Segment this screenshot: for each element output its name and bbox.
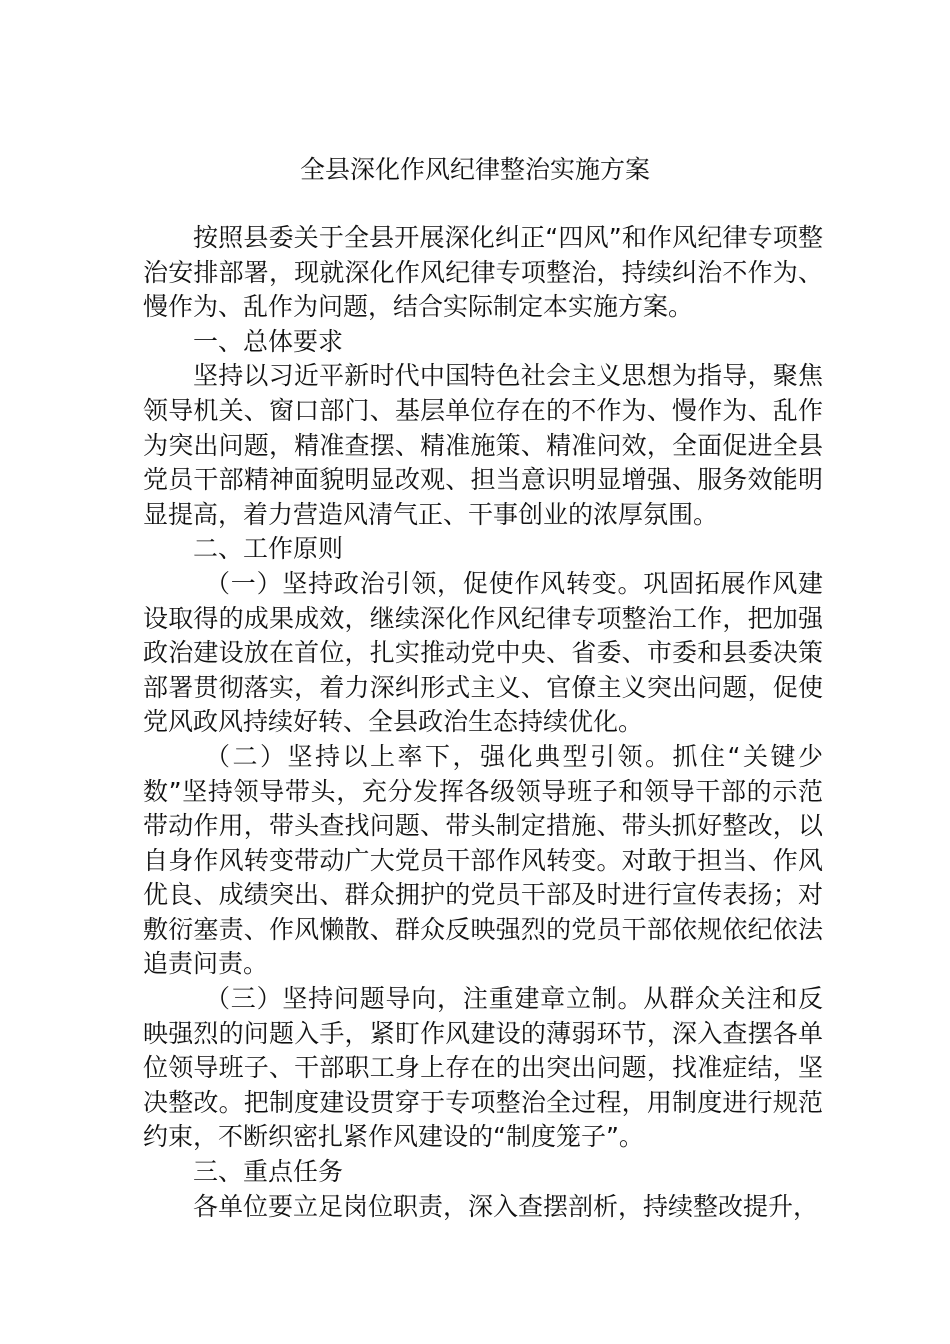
document-body [143,221,823,1224]
section-heading-general-requirements: 一、总体要求 [193,326,344,356]
key-tasks-paragraph: 各单位要立足岗位职责，深入查摆剖析，持续整改提升， [193,1191,819,1221]
general-requirements-paragraph: 坚持以习近平新时代中国特色社会主义思想为指导，聚焦领导机关、窗口部门、基层单位存在的不作为、慢作为、乱作为突出问题，精准查摆、精准施策、精准问效，全面促进全县党员干部精神面貌明显改观、担当意识明显增强、服务效能明显提高，着力营造风清气正、干事创业的浓厚氛围。 [143,361,823,529]
principle-1-paragraph: （一）坚持政治引领，促使作风转变。巩固拓展作风建设取得的成果成效，继续深化作风纪律专项整治工作，把加强政治建设放在首位，扎实推动党中央、省委、市委和县委决策部署贯彻落实，着力深纠形式主义、官僚主义突出问题，促使党风政风持续好转、全县政治生态持续优化。 [143,568,823,737]
document-title: 全县深化作风纪律整治实施方案 [299,155,650,184]
section-heading-key-tasks: 三、重点任务 [193,1157,344,1187]
principle-2-paragraph: （二）坚持以上率下，强化典型引领。抓住“关键少数”坚持领导带头，充分发挥各级领导班子和领导干部的示范带动作用，带头查找问题、带头制定措施、带头抓好整改，以自身作风转变带动广大党员干部作风转变。对敢于担当、作风优良、成绩突出、群众拥护的党员干部及时进行宣传表扬；对敷衍塞责、作风懒散、群众反映强烈的党员干部依规依纪依法追责问责。 [143,741,823,979]
intro-paragraph: 按照县委关于全县开展深化纠正“四风”和作风纪律专项整治安排部署，现就深化作风纪律专项整治，持续纠治不作为、慢作为、乱作为问题，结合实际制定本实施方案。 [143,223,823,322]
principle-3-paragraph: （三）坚持问题导向，注重建章立制。从群众关注和反映强烈的问题入手，紧盯作风建设的薄弱环节，深入查摆各单位领导班子、干部职工身上存在的出突出问题，找准症结，坚决整改。把制度建设贯穿于专项整治全过程，用制度进行规范约束，不断织密扎紧作风建设的“制度笼子”。 [143,984,823,1152]
section-heading-work-principles: 二、工作原则 [193,534,344,564]
